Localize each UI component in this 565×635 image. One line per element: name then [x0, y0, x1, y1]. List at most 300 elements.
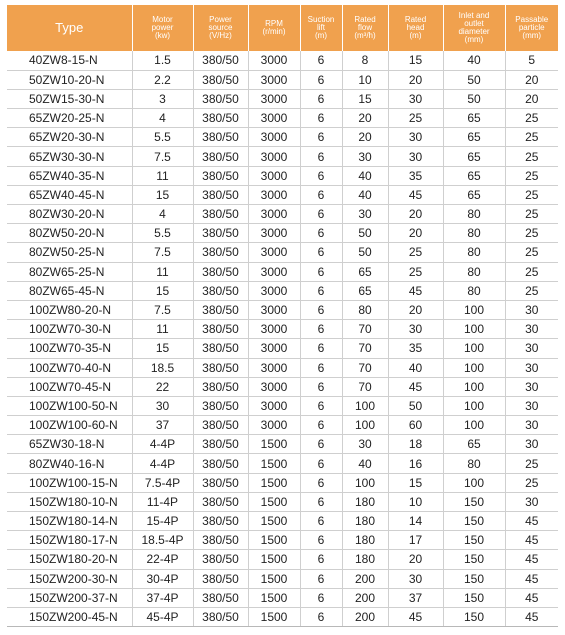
cell-diameter: 65 [443, 435, 505, 454]
cell-particle: 30 [505, 377, 558, 396]
cell-rated-head: 40 [388, 358, 443, 377]
cell-power-source: 380/50 [193, 454, 248, 473]
cell-model: 100ZW70-45-N [7, 377, 132, 396]
table-row [7, 550, 558, 569]
cell-motor-power: 3 [132, 89, 193, 108]
cell-model: 50ZW15-30-N [7, 89, 132, 108]
cell-suction-lift: 6 [300, 512, 342, 531]
cell-model: 100ZW70-35-N [7, 339, 132, 358]
table-row [7, 224, 558, 243]
cell-rated-flow: 65 [342, 281, 388, 300]
cell-rated-head: 14 [388, 512, 443, 531]
cell-motor-power: 5.5 [132, 224, 193, 243]
cell-motor-power: 37-4P [132, 588, 193, 607]
cell-model: 80ZW65-45-N [7, 281, 132, 300]
cell-diameter: 150 [443, 607, 505, 626]
cell-suction-lift: 6 [300, 320, 342, 339]
cell-rated-flow: 100 [342, 473, 388, 492]
cell-suction-lift: 6 [300, 51, 342, 70]
cell-power-source: 380/50 [193, 128, 248, 147]
cell-rated-head: 20 [388, 550, 443, 569]
table-row [7, 569, 558, 588]
cell-power-source: 380/50 [193, 262, 248, 281]
cell-motor-power: 4 [132, 205, 193, 224]
cell-model: 100ZW70-30-N [7, 320, 132, 339]
cell-diameter: 65 [443, 185, 505, 204]
cell-power-source: 380/50 [193, 358, 248, 377]
cell-suction-lift: 6 [300, 262, 342, 281]
table-row [7, 166, 558, 185]
cell-power-source: 380/50 [193, 109, 248, 128]
header-rated-flow-line: flow [357, 23, 373, 32]
cell-suction-lift: 6 [300, 358, 342, 377]
cell-suction-lift: 6 [300, 281, 342, 300]
table-row [7, 358, 558, 377]
cell-motor-power: 15-4P [132, 512, 193, 531]
cell-power-source: 380/50 [193, 281, 248, 300]
table-body [7, 51, 558, 627]
cell-power-source: 380/50 [193, 300, 248, 319]
header-suction-lift-line: Suction [307, 15, 335, 24]
table-row [7, 492, 558, 511]
cell-rpm: 3000 [248, 416, 300, 435]
cell-diameter: 150 [443, 531, 505, 550]
cell-rated-flow: 180 [342, 550, 388, 569]
header-suction-lift-line: (m) [315, 31, 327, 40]
cell-rpm: 3000 [248, 339, 300, 358]
cell-suction-lift: 6 [300, 377, 342, 396]
cell-rated-head: 45 [388, 281, 443, 300]
cell-power-source: 380/50 [193, 588, 248, 607]
cell-particle: 25 [505, 454, 558, 473]
cell-rpm: 3000 [248, 262, 300, 281]
cell-rated-head: 20 [388, 224, 443, 243]
cell-diameter: 150 [443, 512, 505, 531]
cell-diameter: 65 [443, 166, 505, 185]
cell-power-source: 380/50 [193, 492, 248, 511]
pump-spec-table [7, 5, 558, 627]
cell-diameter: 50 [443, 70, 505, 89]
table-row [7, 320, 558, 339]
cell-diameter: 80 [443, 281, 505, 300]
cell-rated-flow: 8 [342, 51, 388, 70]
cell-power-source: 380/50 [193, 531, 248, 550]
cell-rpm: 3000 [248, 147, 300, 166]
cell-particle: 30 [505, 339, 558, 358]
cell-particle: 45 [505, 588, 558, 607]
table-row [7, 300, 558, 319]
cell-motor-power: 5.5 [132, 128, 193, 147]
cell-rated-head: 25 [388, 262, 443, 281]
cell-power-source: 380/50 [193, 147, 248, 166]
cell-rpm: 1500 [248, 435, 300, 454]
cell-suction-lift: 6 [300, 492, 342, 511]
table-row [7, 416, 558, 435]
cell-motor-power: 4-4P [132, 435, 193, 454]
cell-suction-lift: 6 [300, 109, 342, 128]
cell-model: 150ZW180-10-N [7, 492, 132, 511]
cell-rated-flow: 100 [342, 416, 388, 435]
table-row [7, 512, 558, 531]
cell-power-source: 380/50 [193, 569, 248, 588]
cell-particle: 45 [505, 531, 558, 550]
cell-motor-power: 30 [132, 396, 193, 415]
cell-rated-head: 18 [388, 435, 443, 454]
cell-particle: 45 [505, 569, 558, 588]
header-rated-head-line: head [406, 23, 425, 32]
table-row [7, 262, 558, 281]
cell-rated-flow: 20 [342, 128, 388, 147]
cell-model: 65ZW30-18-N [7, 435, 132, 454]
cell-model: 150ZW200-45-N [7, 607, 132, 626]
cell-rated-flow: 180 [342, 512, 388, 531]
cell-rated-head: 20 [388, 70, 443, 89]
cell-rpm: 3000 [248, 89, 300, 108]
table-row [7, 51, 558, 70]
cell-rated-head: 37 [388, 588, 443, 607]
cell-particle: 25 [505, 128, 558, 147]
cell-particle: 25 [505, 243, 558, 262]
header-rated-flow-line: Rated [354, 15, 376, 24]
cell-model: 100ZW100-15-N [7, 473, 132, 492]
header-suction-lift [300, 5, 342, 51]
cell-diameter: 80 [443, 224, 505, 243]
header-motor-power-line: (kw) [154, 31, 171, 40]
cell-particle: 25 [505, 262, 558, 281]
cell-motor-power: 15 [132, 281, 193, 300]
cell-model: 100ZW100-60-N [7, 416, 132, 435]
table-row [7, 70, 558, 89]
cell-rpm: 3000 [248, 243, 300, 262]
cell-model: 150ZW180-17-N [7, 531, 132, 550]
cell-diameter: 50 [443, 89, 505, 108]
cell-rpm: 3000 [248, 281, 300, 300]
cell-diameter: 100 [443, 358, 505, 377]
cell-power-source: 380/50 [193, 416, 248, 435]
cell-diameter: 80 [443, 454, 505, 473]
cell-rated-flow: 180 [342, 531, 388, 550]
cell-rpm: 3000 [248, 166, 300, 185]
cell-particle: 20 [505, 70, 558, 89]
cell-motor-power: 45-4P [132, 607, 193, 626]
cell-rated-flow: 70 [342, 377, 388, 396]
cell-rated-flow: 80 [342, 300, 388, 319]
cell-suction-lift: 6 [300, 300, 342, 319]
cell-rated-head: 10 [388, 492, 443, 511]
table-row [7, 128, 558, 147]
cell-rpm: 3000 [248, 320, 300, 339]
cell-suction-lift: 6 [300, 339, 342, 358]
cell-power-source: 380/50 [193, 89, 248, 108]
cell-rated-head: 30 [388, 569, 443, 588]
cell-motor-power: 11 [132, 320, 193, 339]
cell-model: 100ZW80-20-N [7, 300, 132, 319]
cell-particle: 30 [505, 358, 558, 377]
cell-particle: 25 [505, 473, 558, 492]
cell-rated-flow: 40 [342, 454, 388, 473]
cell-power-source: 380/50 [193, 377, 248, 396]
cell-suction-lift: 6 [300, 185, 342, 204]
cell-suction-lift: 6 [300, 473, 342, 492]
cell-model: 65ZW40-35-N [7, 166, 132, 185]
cell-motor-power: 7.5-4P [132, 473, 193, 492]
cell-rated-head: 20 [388, 205, 443, 224]
cell-model: 65ZW20-30-N [7, 128, 132, 147]
cell-rated-flow: 15 [342, 89, 388, 108]
cell-diameter: 80 [443, 262, 505, 281]
cell-rated-flow: 70 [342, 339, 388, 358]
cell-rpm: 1500 [248, 569, 300, 588]
header-inlet-outlet-diameter-line: (mm) [464, 35, 484, 44]
cell-rpm: 1500 [248, 531, 300, 550]
header-rated-head-line: (m) [409, 31, 422, 40]
cell-power-source: 380/50 [193, 550, 248, 569]
cell-motor-power: 18.5 [132, 358, 193, 377]
cell-rated-flow: 40 [342, 166, 388, 185]
cell-motor-power: 22-4P [132, 550, 193, 569]
cell-rpm: 1500 [248, 492, 300, 511]
header-power-source-line: Power [209, 15, 232, 24]
cell-diameter: 100 [443, 377, 505, 396]
header-motor-power [132, 5, 193, 51]
cell-rated-flow: 200 [342, 569, 388, 588]
cell-particle: 25 [505, 109, 558, 128]
header-suction-lift-line: lift [317, 23, 325, 32]
cell-suction-lift: 6 [300, 166, 342, 185]
cell-model: 40ZW8-15-N [7, 51, 132, 70]
cell-particle: 30 [505, 300, 558, 319]
cell-power-source: 380/50 [193, 607, 248, 626]
cell-rpm: 1500 [248, 588, 300, 607]
cell-rated-flow: 200 [342, 607, 388, 626]
cell-diameter: 100 [443, 300, 505, 319]
table-row [7, 243, 558, 262]
cell-suction-lift: 6 [300, 70, 342, 89]
cell-rpm: 1500 [248, 473, 300, 492]
cell-particle: 45 [505, 512, 558, 531]
table-row [7, 339, 558, 358]
cell-diameter: 40 [443, 51, 505, 70]
header-passable-particle-line: Passable [515, 15, 549, 24]
table-row [7, 454, 558, 473]
cell-power-source: 380/50 [193, 473, 248, 492]
cell-rated-flow: 30 [342, 147, 388, 166]
cell-power-source: 380/50 [193, 51, 248, 70]
cell-rated-flow: 70 [342, 358, 388, 377]
header-power-source-line: (V/Hz) [209, 31, 232, 40]
cell-rpm: 1500 [248, 512, 300, 531]
table-row [7, 377, 558, 396]
header-rpm [248, 5, 300, 51]
cell-suction-lift: 6 [300, 89, 342, 108]
cell-suction-lift: 6 [300, 128, 342, 147]
cell-motor-power: 15 [132, 185, 193, 204]
cell-motor-power: 22 [132, 377, 193, 396]
cell-diameter: 150 [443, 550, 505, 569]
cell-rated-flow: 30 [342, 435, 388, 454]
cell-particle: 45 [505, 607, 558, 626]
cell-diameter: 80 [443, 205, 505, 224]
table-row [7, 473, 558, 492]
cell-rpm: 1500 [248, 550, 300, 569]
cell-model: 150ZW200-30-N [7, 569, 132, 588]
cell-suction-lift: 6 [300, 454, 342, 473]
cell-particle: 25 [505, 205, 558, 224]
cell-particle: 30 [505, 492, 558, 511]
cell-motor-power: 7.5 [132, 243, 193, 262]
header-type [7, 5, 132, 51]
cell-motor-power: 30-4P [132, 569, 193, 588]
cell-rpm: 3000 [248, 185, 300, 204]
cell-power-source: 380/50 [193, 435, 248, 454]
cell-diameter: 100 [443, 396, 505, 415]
table-row [7, 109, 558, 128]
cell-rated-flow: 50 [342, 243, 388, 262]
cell-suction-lift: 6 [300, 243, 342, 262]
cell-rated-flow: 100 [342, 396, 388, 415]
table-row [7, 147, 558, 166]
cell-particle: 25 [505, 166, 558, 185]
cell-diameter: 100 [443, 339, 505, 358]
cell-rated-head: 45 [388, 185, 443, 204]
cell-motor-power: 11-4P [132, 492, 193, 511]
header-inlet-outlet-diameter-line: outlet [464, 19, 484, 28]
header-row [7, 5, 558, 51]
cell-suction-lift: 6 [300, 607, 342, 626]
cell-model: 80ZW30-20-N [7, 205, 132, 224]
cell-model: 150ZW200-37-N [7, 588, 132, 607]
cell-rated-head: 30 [388, 89, 443, 108]
cell-particle: 30 [505, 396, 558, 415]
cell-particle: 5 [505, 51, 558, 70]
cell-model: 150ZW180-20-N [7, 550, 132, 569]
cell-diameter: 80 [443, 243, 505, 262]
cell-model: 80ZW65-25-N [7, 262, 132, 281]
cell-rpm: 1500 [248, 454, 300, 473]
cell-particle: 30 [505, 435, 558, 454]
header-inlet-outlet-diameter [443, 5, 505, 51]
cell-model: 50ZW10-20-N [7, 70, 132, 89]
header-rated-head [388, 5, 443, 51]
cell-model: 150ZW180-14-N [7, 512, 132, 531]
cell-rpm: 3000 [248, 358, 300, 377]
cell-power-source: 380/50 [193, 339, 248, 358]
cell-motor-power: 11 [132, 262, 193, 281]
cell-rated-flow: 20 [342, 109, 388, 128]
cell-rated-flow: 65 [342, 262, 388, 281]
cell-suction-lift: 6 [300, 531, 342, 550]
cell-motor-power: 18.5-4P [132, 531, 193, 550]
cell-rpm: 3000 [248, 51, 300, 70]
cell-suction-lift: 6 [300, 588, 342, 607]
cell-rated-head: 25 [388, 243, 443, 262]
spec-table-container [7, 5, 558, 627]
cell-rated-head: 50 [388, 396, 443, 415]
header-type-line: Type [55, 20, 84, 35]
cell-particle: 25 [505, 185, 558, 204]
table-row [7, 205, 558, 224]
cell-diameter: 100 [443, 416, 505, 435]
cell-motor-power: 15 [132, 339, 193, 358]
cell-power-source: 380/50 [193, 166, 248, 185]
cell-diameter: 150 [443, 492, 505, 511]
cell-motor-power: 37 [132, 416, 193, 435]
header-passable-particle-line: (mm) [522, 31, 542, 40]
header-rated-flow [342, 5, 388, 51]
cell-rpm: 3000 [248, 396, 300, 415]
cell-rpm: 3000 [248, 70, 300, 89]
cell-rpm: 3000 [248, 224, 300, 243]
table-header [7, 5, 558, 51]
cell-rated-flow: 180 [342, 492, 388, 511]
header-inlet-outlet-diameter-line: diameter [458, 27, 490, 36]
cell-rated-head: 15 [388, 51, 443, 70]
cell-diameter: 150 [443, 569, 505, 588]
table-row [7, 185, 558, 204]
header-rpm-line: RPM [265, 19, 283, 28]
cell-suction-lift: 6 [300, 396, 342, 415]
cell-diameter: 65 [443, 147, 505, 166]
cell-power-source: 380/50 [193, 70, 248, 89]
header-rated-head-line: Rated [404, 15, 427, 24]
cell-model: 65ZW20-25-N [7, 109, 132, 128]
cell-model: 100ZW100-50-N [7, 396, 132, 415]
header-power-source [193, 5, 248, 51]
table-row [7, 607, 558, 626]
cell-rpm: 3000 [248, 128, 300, 147]
cell-rated-head: 30 [388, 128, 443, 147]
cell-power-source: 380/50 [193, 224, 248, 243]
cell-rated-head: 17 [388, 531, 443, 550]
cell-diameter: 150 [443, 588, 505, 607]
cell-model: 80ZW50-25-N [7, 243, 132, 262]
cell-rated-flow: 40 [342, 185, 388, 204]
cell-model: 80ZW50-20-N [7, 224, 132, 243]
cell-rpm: 3000 [248, 109, 300, 128]
cell-suction-lift: 6 [300, 147, 342, 166]
cell-rpm: 3000 [248, 300, 300, 319]
cell-rated-head: 16 [388, 454, 443, 473]
cell-rated-head: 35 [388, 166, 443, 185]
cell-suction-lift: 6 [300, 416, 342, 435]
cell-motor-power: 2.2 [132, 70, 193, 89]
header-motor-power-line: power [151, 23, 174, 32]
header-passable-particle-line: particle [518, 23, 545, 32]
cell-particle: 25 [505, 281, 558, 300]
cell-rated-head: 30 [388, 320, 443, 339]
cell-diameter: 65 [443, 128, 505, 147]
header-rated-flow-line: (m³/h) [354, 31, 376, 40]
cell-rated-head: 45 [388, 607, 443, 626]
header-passable-particle [505, 5, 558, 51]
cell-particle: 30 [505, 416, 558, 435]
table-row [7, 89, 558, 108]
cell-model: 65ZW30-30-N [7, 147, 132, 166]
cell-rated-head: 20 [388, 300, 443, 319]
cell-model: 65ZW40-45-N [7, 185, 132, 204]
table-row [7, 396, 558, 415]
table-row [7, 531, 558, 550]
cell-rated-head: 30 [388, 147, 443, 166]
cell-rpm: 3000 [248, 205, 300, 224]
cell-rated-head: 60 [388, 416, 443, 435]
cell-motor-power: 7.5 [132, 300, 193, 319]
cell-motor-power: 7.5 [132, 147, 193, 166]
cell-particle: 25 [505, 224, 558, 243]
cell-rated-flow: 30 [342, 205, 388, 224]
cell-diameter: 100 [443, 473, 505, 492]
cell-particle: 20 [505, 89, 558, 108]
